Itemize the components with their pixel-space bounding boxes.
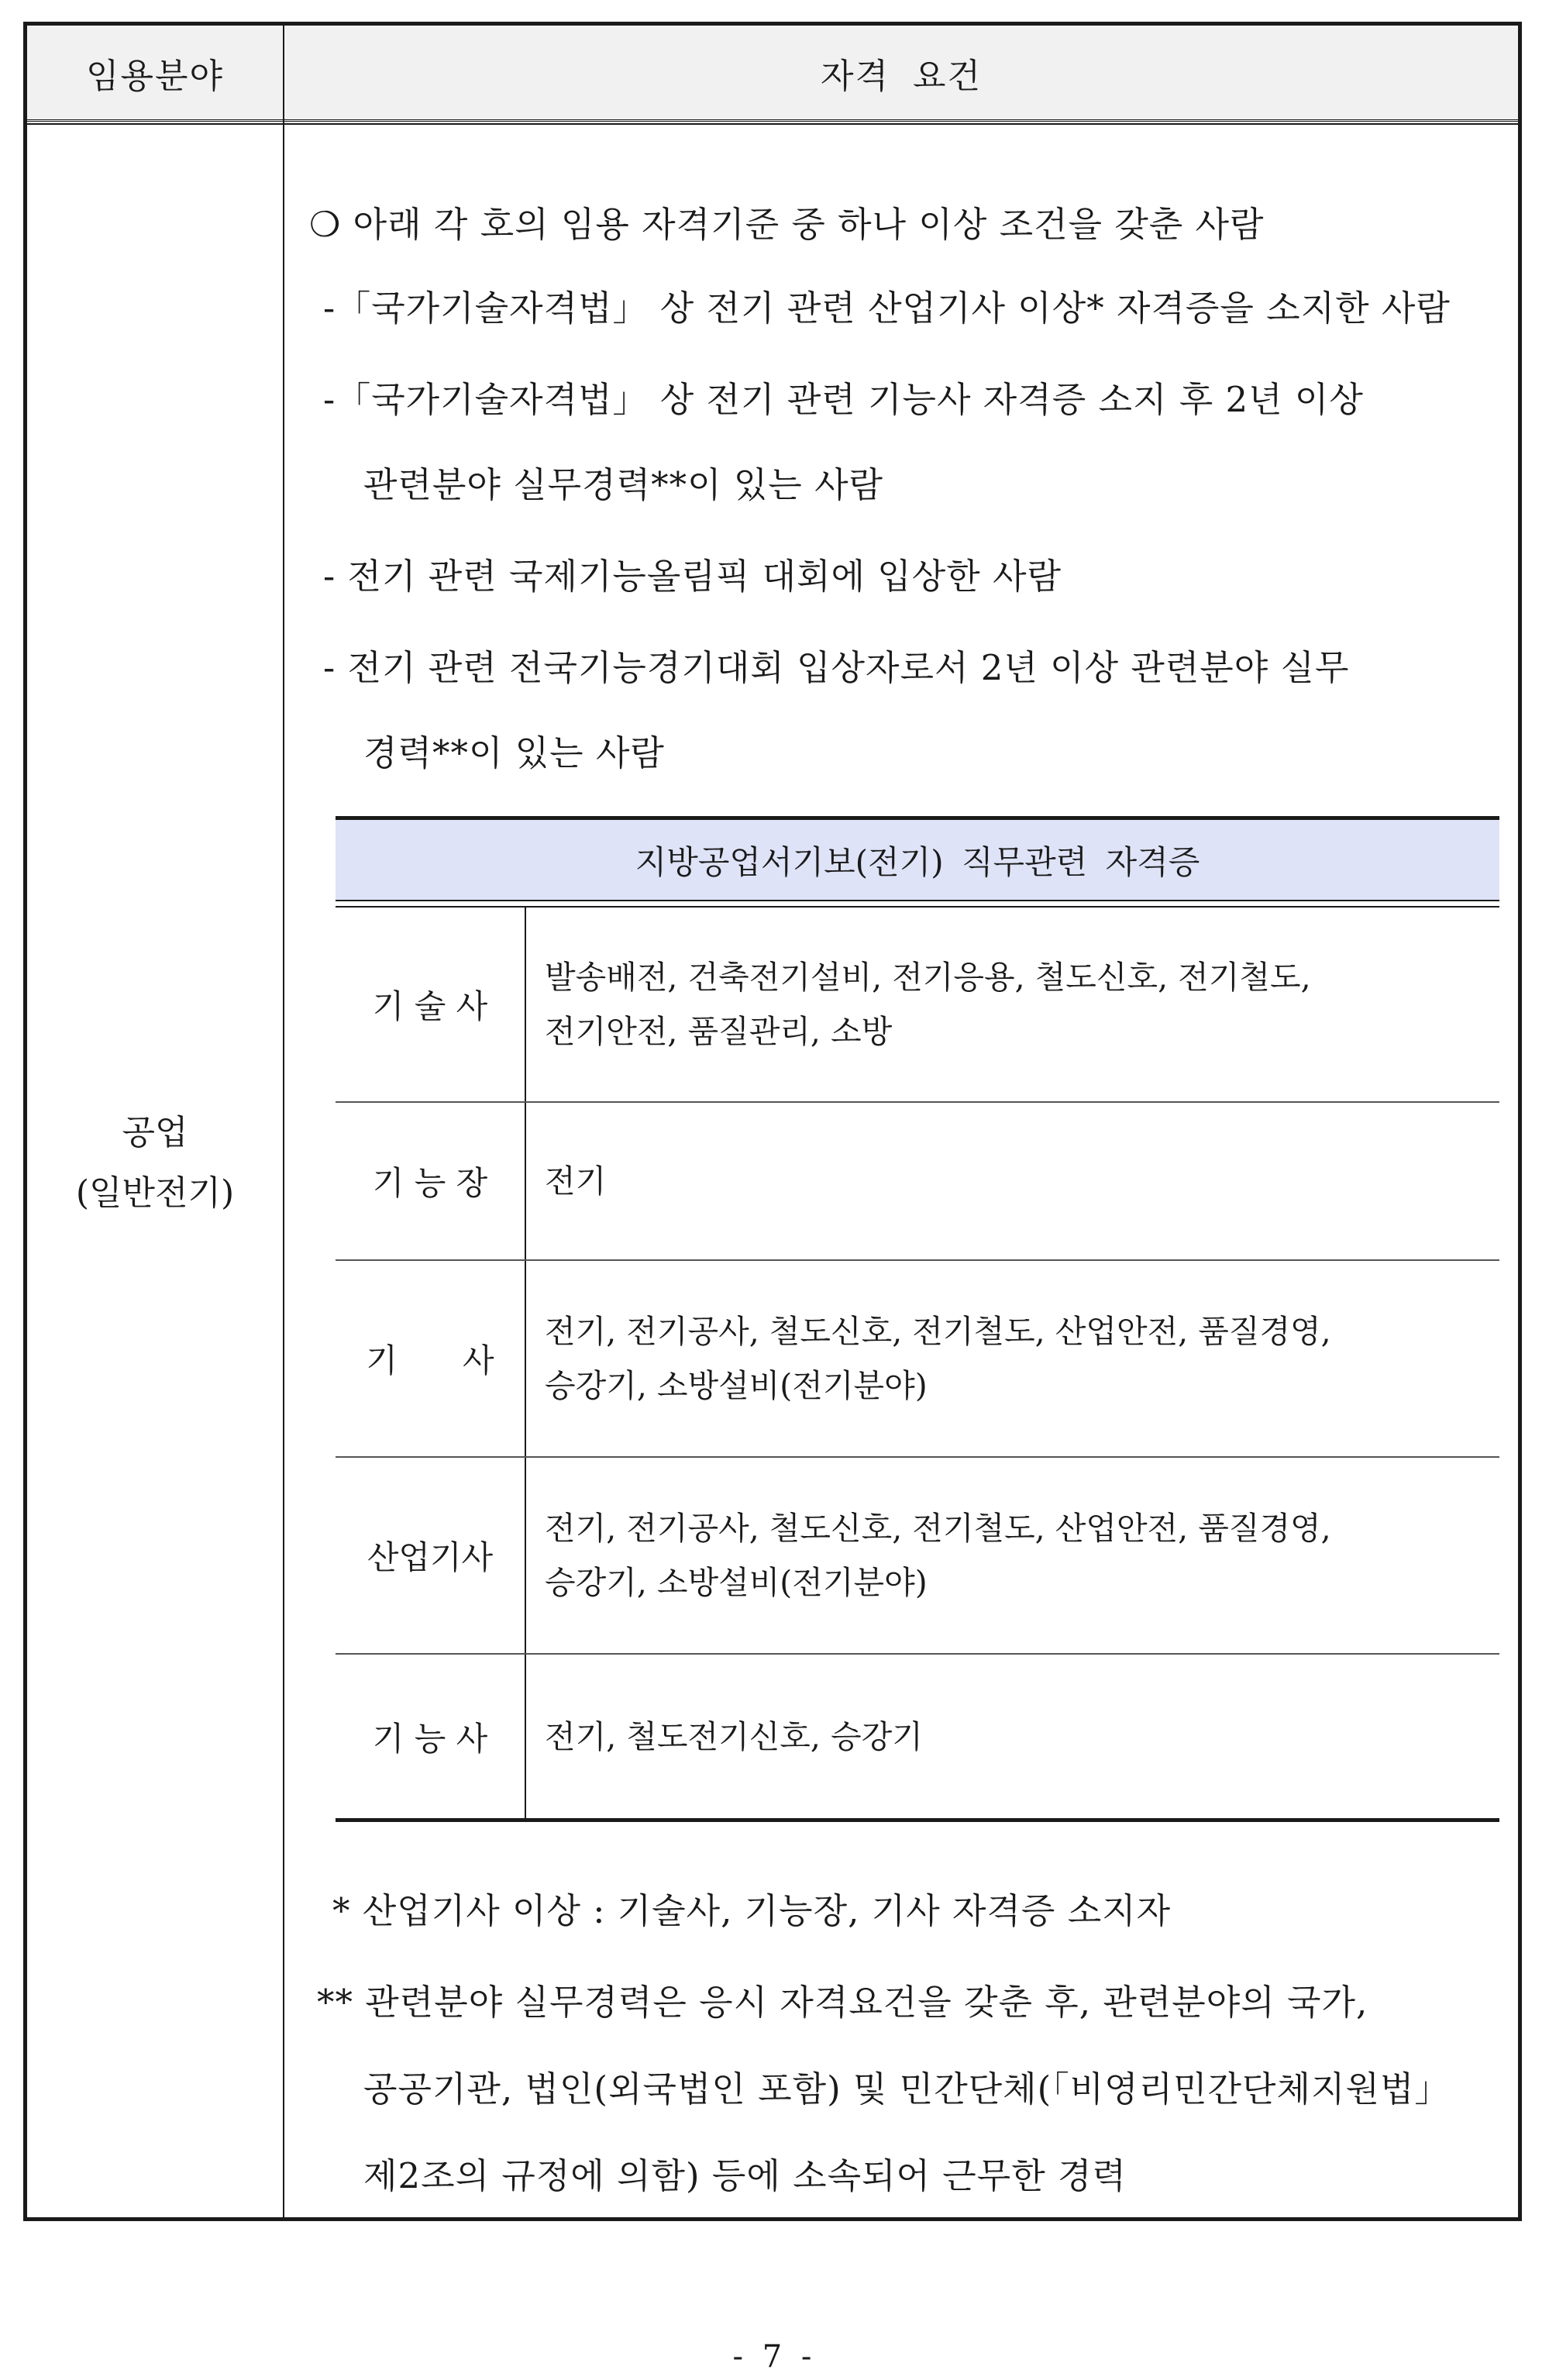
cert-row-label: 기 술 사 [372, 987, 488, 1025]
cert-row-value-line2: 승강기, 소방설비(전기분야) [545, 1564, 928, 1601]
cert-table [336, 816, 1499, 1824]
field-name-line2: (일반전기) [75, 1173, 235, 1213]
cert-row-value [545, 1655, 1484, 1818]
cert-row-value [545, 908, 1484, 1101]
qualification-table [23, 22, 1522, 2221]
cert-row-label: 기 능 장 [372, 1164, 488, 1202]
field-name-line1: 공업 [122, 1113, 188, 1152]
cert-row-craftsman [336, 1655, 1499, 1822]
cert-row-value [545, 1103, 1484, 1259]
cert-row-value-line2: 승강기, 소방설비(전기분야) [545, 1367, 928, 1404]
cert-row-value-line1: 발송배전, 건축전기설비, 전기응용, 철도신호, 전기철도, [545, 959, 1311, 996]
cert-row-value-line1: 전기, 전기공사, 철도신호, 전기철도, 산업안전, 품질경영, [545, 1313, 1331, 1350]
header-field: 임용분야 [85, 56, 224, 96]
cert-row-value-line2: 전기안전, 품질관리, 소방 [545, 1013, 893, 1050]
cert-row-value-line1: 전기, 철도전기신호, 승강기 [545, 1717, 923, 1755]
cert-table-title: 지방공업서기보(전기) 직무관련 자격증 [336, 820, 1499, 900]
table-header-row [27, 26, 1518, 122]
cert-row-value-line1: 전기, 전기공사, 철도신호, 전기철도, 산업안전, 품질경영, [545, 1510, 1331, 1547]
cert-row-value [545, 1458, 1484, 1653]
note-2-line3: 제2조의 규정에 의함) 등에 소속되어 근무한 경력 [363, 2155, 1127, 2196]
qual-item-2-line2: 관련분야 실무경력**이 있는 사람 [363, 464, 884, 505]
qual-item-1: -「국가기술자격법」 상 전기 관련 산업기사 이상* 자격증을 소지한 사람 [323, 288, 1451, 329]
cert-row-label: 기 능 사 [372, 1719, 488, 1758]
note-2-line2: 공공기관, 법인(외국법인 포함) 및 민간단체(「비영리민간단체지원법」 [363, 2068, 1451, 2110]
page-number: - 7 - [732, 2339, 817, 2375]
qual-item-4-line1: - 전기 관련 전국기능경기대회 입상자로서 2년 이상 관련분야 실무 [323, 647, 1350, 688]
qual-item-2-line1: -「국가기술자격법」 상 전기 관련 기능사 자격증 소지 후 2년 이상 [323, 379, 1364, 420]
cert-row-value-line1: 전기 [545, 1162, 607, 1200]
intro-text: ❍ 아래 각 호의 임용 자격기준 중 하나 이상 조건을 갖춘 사람 [309, 204, 1265, 245]
field-name [27, 1103, 283, 1224]
cert-row-engineer-master [336, 908, 1499, 1103]
cert-row-master-craftsman [336, 1103, 1499, 1261]
qual-item-3: - 전기 관련 국제기능올림픽 대회에 입상한 사람 [323, 556, 1062, 597]
cert-table-header-divider [336, 900, 1499, 908]
header-qualification: 자격 요건 [820, 56, 982, 96]
cert-row-value [545, 1261, 1484, 1456]
cert-row-label: 기 사 [366, 1342, 494, 1379]
cert-row-engineer [336, 1261, 1499, 1458]
note-2-line1: ** 관련분야 실무경력은 응시 자격요건을 갖춘 후, 관련분야의 국가, [317, 1982, 1368, 2023]
cert-row-industrial-engineer [336, 1458, 1499, 1655]
note-1: * 산업기사 이상 : 기술사, 기능장, 기사 자격증 소지자 [332, 1890, 1172, 1931]
cert-row-label: 산업기사 [367, 1538, 494, 1576]
qual-item-4-line2: 경력**이 있는 사람 [363, 732, 665, 773]
